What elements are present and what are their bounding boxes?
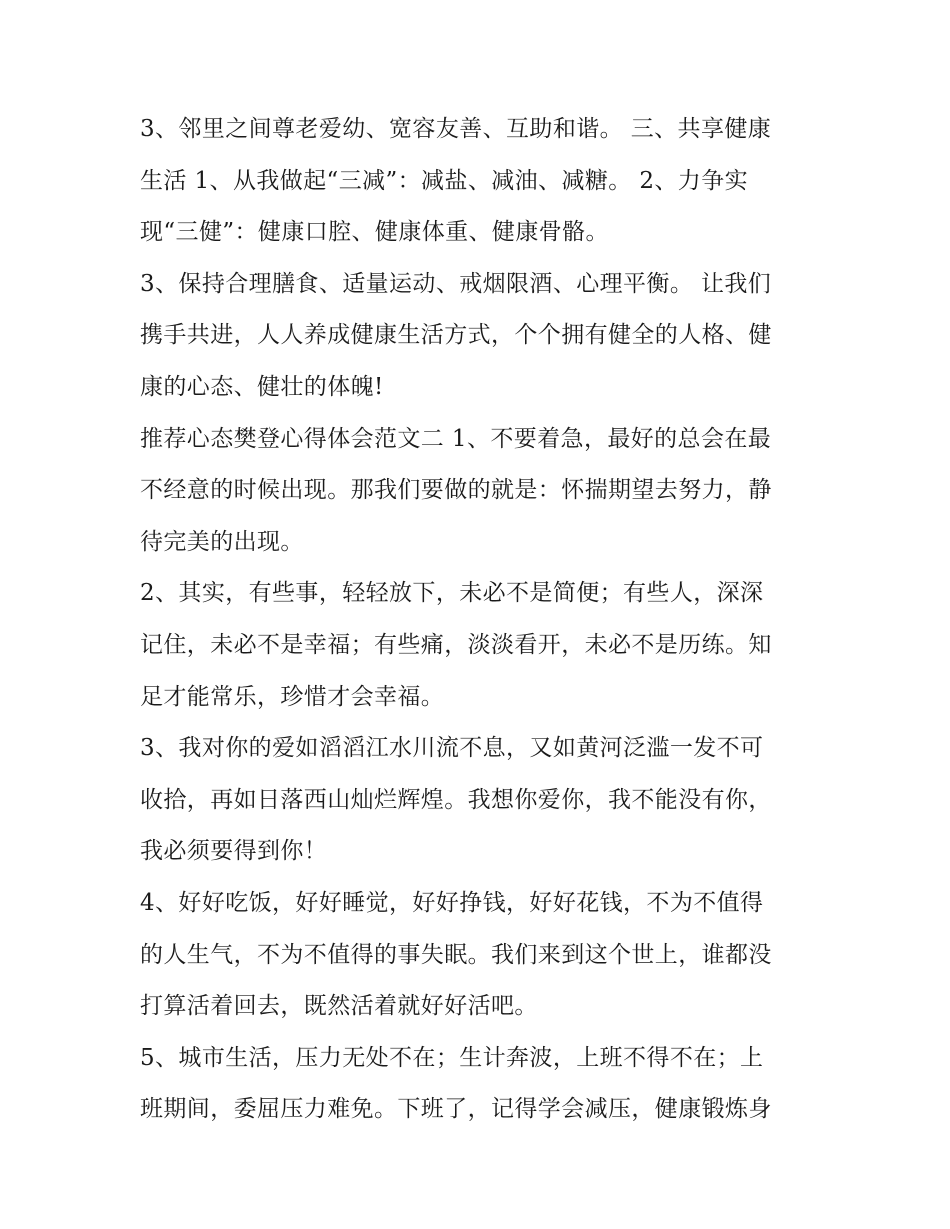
text-line: 现“三健”：健康口腔、健康体重、健康骨骼。 xyxy=(140,219,609,246)
text-line: 3、我对你的爱如滔滔江水川流不息，又如黄河泛滥一发不可 xyxy=(140,735,764,762)
text-line: 康的心态、健壮的体魄! xyxy=(140,373,384,400)
document-body xyxy=(140,104,816,1136)
text-line: 我必须要得到你！ xyxy=(140,838,328,865)
text-line: 足才能常乐，珍惜才会幸福。 xyxy=(140,683,445,710)
text-line: 2、其实，有些事，轻轻放下，未必不是简便；有些人，深深 xyxy=(140,580,764,607)
text-line: 携手共进，人人养成健康生活方式，个个拥有健全的人格、健 xyxy=(140,322,772,349)
text-line: 生活 1、从我做起“三减”：减盐、减油、减糖。 2、力争实 xyxy=(140,167,749,194)
text-line: 的人生气，不为不值得的事失眠。我们来到这个世上，谁都没 xyxy=(140,941,772,968)
text-line: 推荐心态樊登心得体会范文二 1、不要着急，最好的总会在最 xyxy=(140,425,772,452)
text-line: 收拾，再如日落西山灿烂辉煌。我想你爱你，我不能没有你， xyxy=(140,786,772,813)
text-line: 班期间，委屈压力难免。下班了，记得学会减压，健康锻炼身 xyxy=(140,1096,772,1123)
text-line: 4、好好吃饭，好好睡觉，好好挣钱，好好花钱，不为不值得 xyxy=(140,889,764,916)
text-line: 待完美的出现。 xyxy=(140,528,304,555)
text-line: 记住，未必不是幸福；有些痛，淡淡看开，未必不是历练。知 xyxy=(140,631,772,658)
text-line: 3、邻里之间尊老爱幼、宽容友善、互助和谐。 三、共享健康 xyxy=(140,116,772,142)
text-line: 3、保持合理膳食、适量运动、戒烟限酒、心理平衡。 让我们 xyxy=(140,270,772,297)
text-line: 5、城市生活，压力无处不在；生计奔波，上班不得不在；上 xyxy=(140,1044,764,1071)
text-line: 打算活着回去，既然活着就好好活吧。 xyxy=(140,993,538,1020)
text-line: 不经意的时候出现。那我们要做的就是：怀揣期望去努力，静 xyxy=(140,477,772,504)
